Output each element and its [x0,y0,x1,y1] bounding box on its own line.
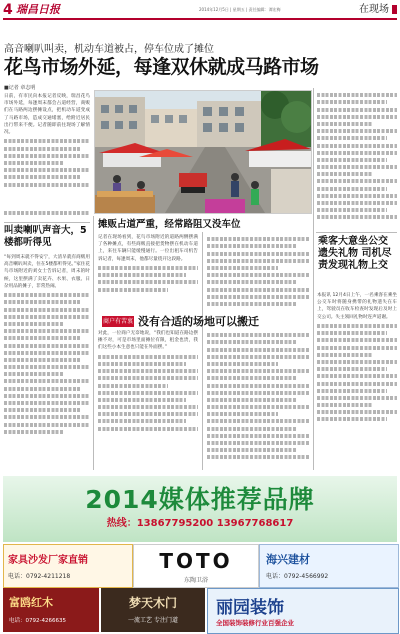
lead-continued [4,208,90,222]
occupied-road-body: 记者在现场看到，花鸟市场附近的道路两侧摆满了各种摊点，有些商贩直接把货物摆在机动车道上，来往车辆只能缓慢通行。一位出租车司机告诉记者，每逢周末，他都尽量绕开这段路。 [98,234,198,312]
page-number: 4 [3,2,13,18]
sidebar-body: 本报讯 12月4日上午，一名乘客在乘坐公交车时将随身携带的礼物遗失在车上，驾驶员在收车检查时发现后及时上交公司。失主领回礼物时连声道谢。 [317,292,397,470]
column-divider-1 [93,216,94,470]
mengtian-brand: 梦天木门 [128,596,177,610]
subhead-loudspeaker: 叫卖喇叭声音大，5楼都听得见 [4,225,87,248]
ad-row-2 [3,588,397,632]
media-brand-banner-ad[interactable] [3,476,397,542]
subhead-no-site: 没有合适的场地可以搬迁 [138,315,259,328]
column-divider-2 [202,232,203,470]
redwood-ad[interactable] [3,588,99,632]
mengtian-door-ad[interactable] [101,588,205,632]
banner-hotline: 热线：13867795200 13967768617 [106,518,294,529]
toto-sub: 东陶卫浴 [183,577,208,584]
subhead-loudspeaker-body: “每到周末就不得安宁，大清早就有商贩用高音喇叭叫卖，住在5楼都听得见。”家住花鸟市场附近的刘女士告诉记者，周末的时候，这里摆满了卖花卉、水果、衣服、日杂用品的摊子，非常热闹。 [4,254,90,470]
redwood-phone: 电话：0792-4266635 [9,618,66,624]
article-continued-right [317,90,397,230]
haixing-ad[interactable] [259,544,399,588]
toto-brand: TOTO [159,549,233,573]
merchants-tag: 商户有苦衷 [102,318,133,325]
page-header [3,2,397,20]
article-lead: 日前，有市民向本报记者反映，瑞昌花鸟市场外延，每逢周末都会占道经营，商贩们在马路两边摆摊设点，把机动车道变成了马路市场，造成交通堵塞，给附近居民出行带来不便。记者随即前往现场了解情况。 [4,93,90,203]
occupied-road-body-2 [207,234,309,312]
market-street-photo [94,90,312,214]
issue-meta: 2014年12月5日 | 星期五 | 责任编辑：谭宏梅 [199,7,281,12]
haixing-brand: 海兴建材 [266,553,310,566]
furniture-ad-title: 家具沙发厂家直销 [8,555,88,566]
liyuan-decoration-ad[interactable] [207,588,399,634]
street-photo-image [95,91,311,213]
article-byline: ■记者 章志明 [4,85,36,91]
subhead-occupied-road: 摊贩占道严重，经常路阻又没车位 [98,219,241,230]
haixing-phone: 电话：0792-4566992 [266,573,329,580]
column-rule [4,222,90,223]
article-kicker: 高音喇叭叫卖，机动车道被占，停车位成了摊位 [4,44,214,55]
no-site-body: 对此，一位商户无奈地说，“我们也知道在路边摆摊不对，可是市场里面摊位有限，租金也贵，我们这些小本生意也只能在外面摆。” [98,330,198,470]
liyuan-brand: 丽园装饰 [216,598,284,618]
liyuan-sub: 全国装饰装修行业百强企业 [216,619,294,627]
section-marker [392,5,397,14]
banner-title: 2014媒体推荐品牌 [85,485,315,514]
furniture-ad[interactable] [3,544,133,588]
article-headline: 花鸟市场外延，每逢双休就成马路市场 [4,56,319,78]
sidebar-headline: 乘客大意坐公交遗失礼物 司机尽责发现礼物上交 [318,236,392,271]
sidebar-rule [316,232,397,233]
mengtian-slogan: 一流工艺 专注门道 [128,617,178,624]
newspaper-logo: 瑞昌日报 [16,3,60,16]
toto-ad[interactable] [133,544,259,588]
sidebar-divider [313,88,314,470]
no-site-body-2 [207,330,309,470]
section-title: 在现场 [359,4,389,15]
ad-row-1 [3,544,397,586]
redwood-brand: 富鸥红木 [9,596,53,609]
furniture-ad-tel: 电话：0792-4211218 [8,573,71,580]
